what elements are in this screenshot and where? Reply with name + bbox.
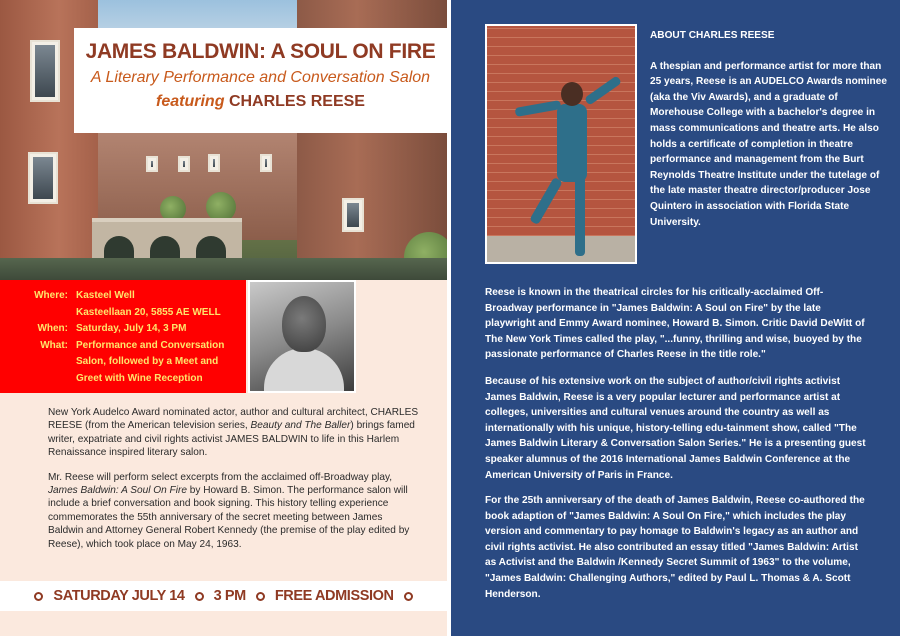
info-label — [6, 354, 76, 371]
portrait-image — [250, 282, 354, 391]
info-row-what-cont — [6, 354, 246, 371]
photo-floor — [487, 236, 635, 262]
info-value: Saturday, July 14, 3 PM — [76, 323, 187, 334]
moat-water — [0, 258, 447, 280]
event-title: JAMES BALDWIN: A SOUL ON FIRE — [85, 40, 436, 63]
description-paragraph — [48, 406, 420, 460]
about-text: A thespian and performance artist for more than 25 years, Reese is an AUDELCO Awards nominee (aka the Viv Awards), and a graduate of Morehouse College with a bachelor's degree in mass communications and theatre arts. He also holds a certificate of completion in theatre performance and management from the Burt Reynolds Theatre Institute under the tutelage of the late master theatre director/producer Jose Quintero in association with Florida State University. — [650, 60, 887, 228]
reese-photo — [485, 24, 637, 264]
featuring-name: CHARLES REESE — [228, 93, 365, 110]
text-run: Mr. Reese will perform select excerpts from the acclaimed off-Broadway play, — [48, 471, 393, 483]
info-label — [6, 305, 76, 322]
event-description — [48, 406, 420, 551]
portrait-head — [282, 296, 326, 352]
left-page — [0, 0, 447, 636]
photo-figure-leg — [529, 177, 563, 225]
summary-admission: FREE ADMISSION — [274, 588, 394, 604]
bio-paragraph-3: For the 25th anniversary of the death of James Baldwin, Reese co-authored the book adaption of "James Baldwin: A Soul On Fire," which includes the play version and commentary to pay homage to Baldwin's legacy as an author and civil rights activist. He also contributed an essay titled "James Baldwin: Artist as Activist and the Baldwin /Kennedy Secret Summit of 1963" to the volume, "James Baldwin: Challenging Authors," edited by Paul L. Thomas & A. Scott Henderson. — [485, 495, 865, 600]
info-value: Kasteellaan 20, 5855 AE WELL — [76, 306, 221, 318]
circle-bullet-icon — [404, 592, 413, 601]
text-run: by Howard B. Simon. The performance salon will include a brief conversation and book signing. This history telling experience commemorates the 55th anniversary of the secret meeting between James Baldwin and Attorney General Robert Kennedy (the premise of the play edited by Reese), which took place on May 24, 1963. — [48, 485, 410, 550]
info-value: Greet with Wine Reception — [76, 372, 203, 384]
info-row-when — [6, 321, 246, 338]
summary-time: 3 PM — [213, 588, 246, 604]
event-subtitle: A Literary Performance and Conversation Salon — [90, 69, 431, 86]
info-label: What: — [40, 339, 68, 351]
about-section — [650, 28, 890, 230]
castle-window — [178, 156, 190, 172]
info-row-where — [6, 288, 246, 305]
info-row-address — [6, 305, 246, 322]
photo-figure-leg — [575, 176, 585, 256]
title-box — [74, 28, 447, 133]
castle-window — [30, 40, 60, 102]
circle-bullet-icon — [256, 592, 265, 601]
portrait-body — [264, 348, 344, 391]
photo-figure-arm — [584, 75, 622, 105]
castle-window — [208, 154, 220, 172]
info-value: Performance and Conversation — [76, 339, 225, 351]
featuring-line — [74, 93, 447, 111]
photo-figure-arm — [515, 100, 562, 117]
circle-bullet-icon — [34, 592, 43, 601]
photo-figure-head — [561, 82, 583, 106]
bio-paragraph-1: Reese is known in the theatrical circles for his critically-acclaimed Off-Broadway performance in "James Baldwin: A Soul on Fire" by the late playwright and Emmy Award nominee, Howard B. Simon. Critic David DeWitt of The New York Times called the play, "...funny, thrilling and wise, buoyed by the passionate performance of Charles Reese in the title role." — [485, 287, 865, 361]
info-row-what — [6, 338, 246, 355]
photo-figure-body — [557, 104, 587, 182]
play-title-italic: James Baldwin: A Soul On Fire — [48, 485, 187, 497]
right-page — [451, 0, 900, 636]
event-summary-bar — [0, 581, 447, 611]
description-paragraph — [48, 471, 420, 551]
castle-window — [146, 156, 158, 172]
info-value: Salon, followed by a Meet and — [76, 356, 219, 367]
info-label: When: — [37, 323, 68, 334]
castle-window — [260, 154, 272, 172]
bio-paragraph-2: Because of his extensive work on the subject of author/civil rights activist James Baldwin, Reese is a very popular lecturer and performance artist at colleges, universities and cultural venues around the country as well as internationally with his unique, history-telling edu-tainment show, called "The James Baldwin Literary & Conversation Salon Series." He is a presenting guest speaker alumnus of the 2016 International James Baldwin Conference at the American University of Paris in France. — [485, 376, 866, 481]
about-heading: ABOUT CHARLES REESE — [650, 30, 775, 41]
castle-window — [342, 198, 364, 232]
info-label — [6, 371, 76, 388]
event-info-box — [0, 280, 246, 393]
featuring-word: featuring — [156, 93, 225, 110]
text-run: ) brings famed writer, expatriate and civil rights activist JAMES BALDWIN to life in this Harlem Renaissance inspired literary salon. — [48, 420, 415, 459]
info-row-what-cont — [6, 371, 246, 388]
circle-bullet-icon — [195, 592, 204, 601]
summary-date: SATURDAY JULY 14 — [53, 588, 185, 604]
text-run: New York Audelco Award nominated actor, author and cultural architect, CHARLES REESE (from the American television series, — [48, 407, 419, 432]
info-value: Kasteel Well — [76, 290, 135, 301]
info-label: Where: — [34, 290, 68, 301]
baldwin-portrait — [248, 280, 356, 393]
castle-window — [28, 152, 58, 204]
show-title-italic: Beauty and The Baller — [250, 420, 351, 432]
